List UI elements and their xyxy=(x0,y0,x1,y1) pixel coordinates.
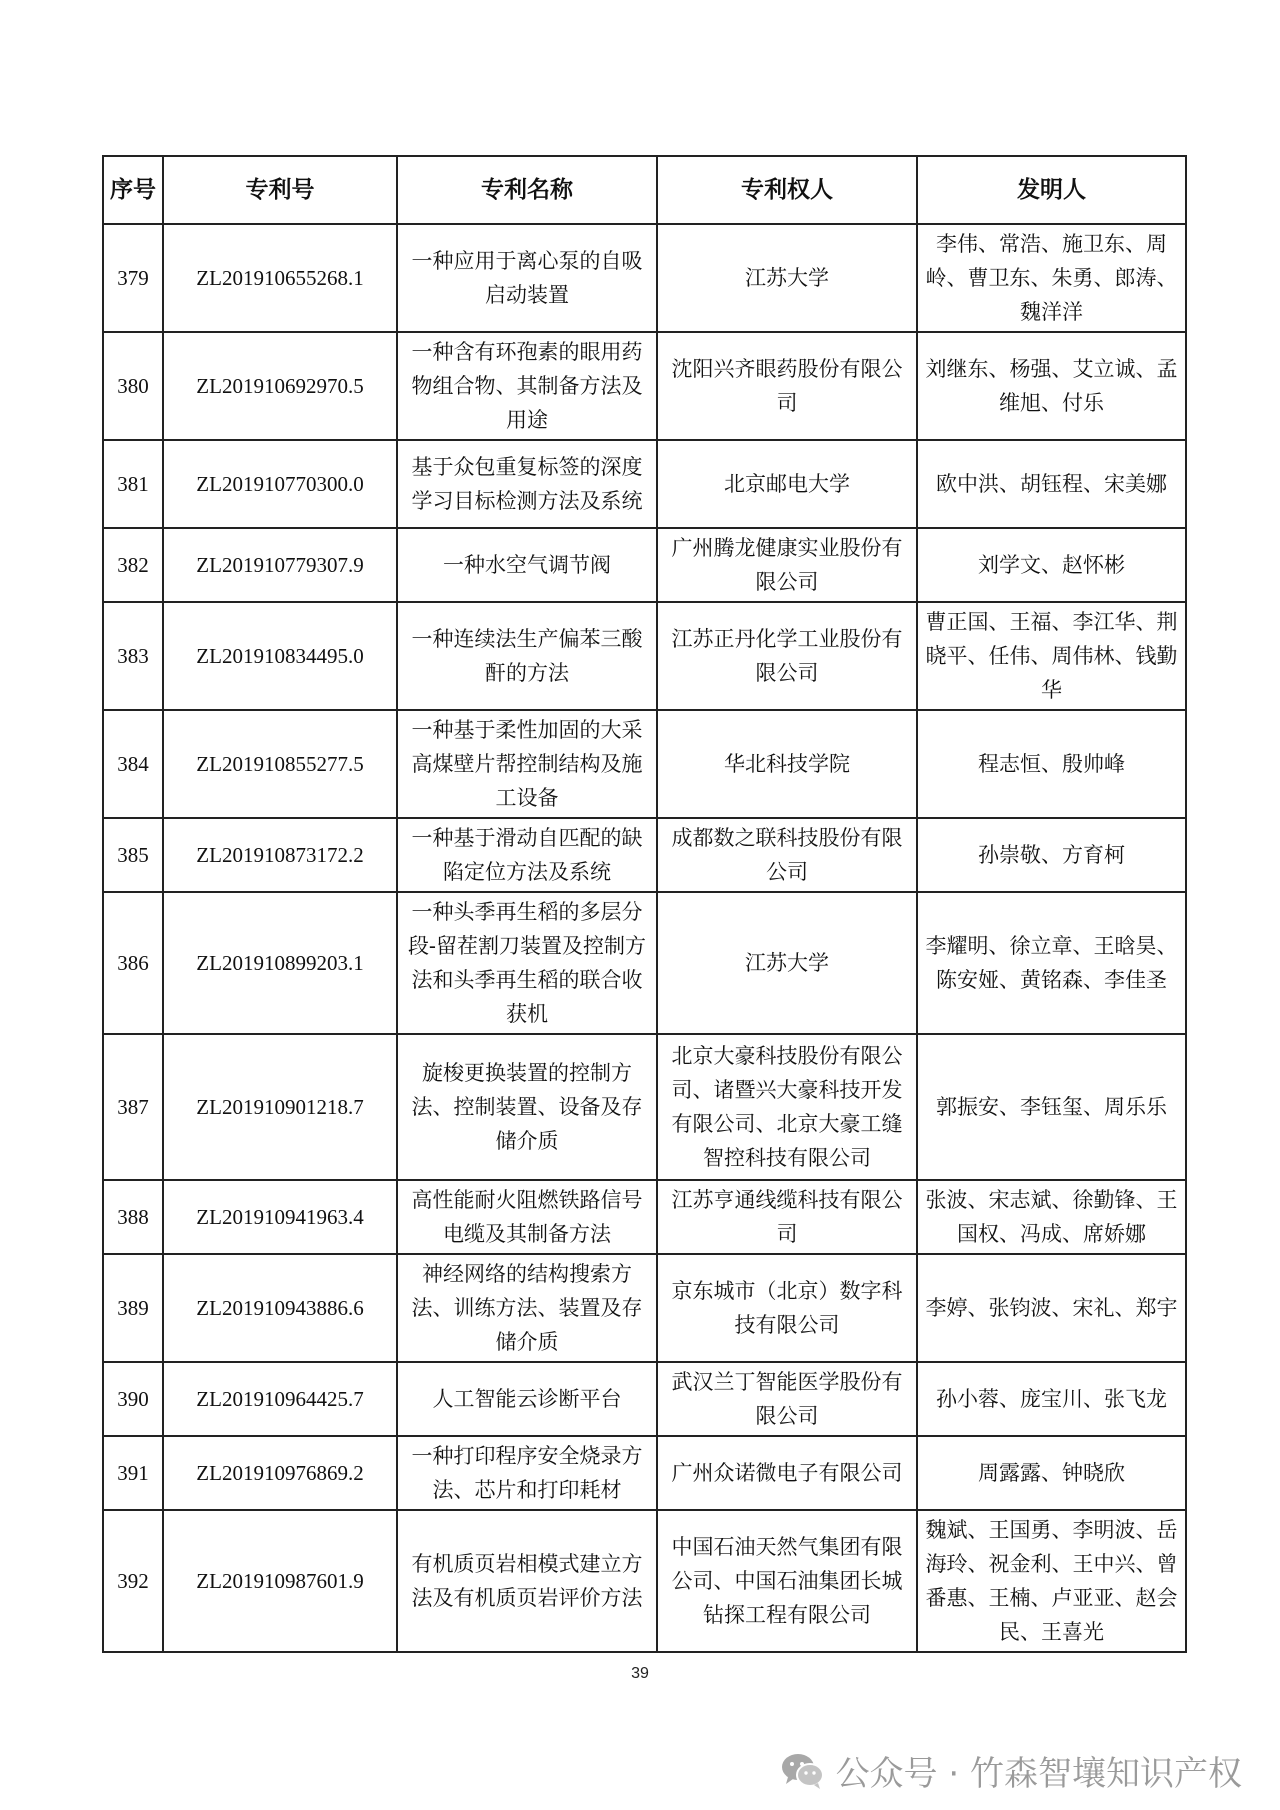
patent-number: ZL201910899203.1 xyxy=(163,892,397,1034)
patent-title: 一种连续法生产偏苯三酸酐的方法 xyxy=(397,602,657,710)
table-body xyxy=(103,224,1186,1652)
patent-owner: 华北科技学院 xyxy=(657,710,917,818)
row-number: 382 xyxy=(103,528,163,602)
inventors: 刘继东、杨强、艾立诚、孟维旭、付乐 xyxy=(917,332,1186,440)
patent-title: 神经网络的结构搜索方法、训练方法、装置及存储介质 xyxy=(397,1254,657,1362)
table-row xyxy=(103,1180,1186,1254)
inventors: 程志恒、殷帅峰 xyxy=(917,710,1186,818)
table-row xyxy=(103,818,1186,892)
patent-number: ZL201910987601.9 xyxy=(163,1510,397,1652)
row-number: 391 xyxy=(103,1436,163,1510)
patent-owner: 武汉兰丁智能医学股份有限公司 xyxy=(657,1362,917,1436)
table-row xyxy=(103,602,1186,710)
header-patent-owner: 专利权人 xyxy=(657,156,917,224)
page-number: 39 xyxy=(631,1665,649,1682)
patent-owner: 广州腾龙健康实业股份有限公司 xyxy=(657,528,917,602)
patent-owner: 京东城市（北京）数字科技有限公司 xyxy=(657,1254,917,1362)
patent-title: 一种基于柔性加固的大采高煤壁片帮控制结构及施工设备 xyxy=(397,710,657,818)
patent-owner: 江苏大学 xyxy=(657,224,917,332)
table-row xyxy=(103,1362,1186,1436)
patent-title: 一种头季再生稻的多层分段-留茬割刀装置及控制方法和头季再生稻的联合收获机 xyxy=(397,892,657,1034)
patent-title: 一种基于滑动自匹配的缺陷定位方法及系统 xyxy=(397,818,657,892)
inventors: 张波、宋志斌、徐勤锋、王国权、冯成、席娇娜 xyxy=(917,1180,1186,1254)
row-number: 379 xyxy=(103,224,163,332)
patent-number: ZL201910855277.5 xyxy=(163,710,397,818)
header-patent-number: 专利号 xyxy=(163,156,397,224)
patent-number: ZL201910941963.4 xyxy=(163,1180,397,1254)
patent-number: ZL201910834495.0 xyxy=(163,602,397,710)
table-row xyxy=(103,1254,1186,1362)
patent-owner: 江苏大学 xyxy=(657,892,917,1034)
inventors: 李婷、张钧波、宋礼、郑宇 xyxy=(917,1254,1186,1362)
inventors: 曹正国、王福、李江华、荆晓平、任伟、周伟林、钱勤华 xyxy=(917,602,1186,710)
patent-number: ZL201910943886.6 xyxy=(163,1254,397,1362)
table-row xyxy=(103,440,1186,528)
patent-number: ZL201910779307.9 xyxy=(163,528,397,602)
patent-owner: 沈阳兴齐眼药股份有限公司 xyxy=(657,332,917,440)
header-row xyxy=(103,156,1186,224)
patent-owner: 北京大豪科技股份有限公司、诸暨兴大豪科技开发有限公司、北京大豪工缝智控科技有限公司 xyxy=(657,1034,917,1180)
patent-title: 一种水空气调节阀 xyxy=(397,528,657,602)
patent-number: ZL201910976869.2 xyxy=(163,1436,397,1510)
table-row xyxy=(103,710,1186,818)
inventors: 刘学文、赵怀彬 xyxy=(917,528,1186,602)
row-number: 389 xyxy=(103,1254,163,1362)
header-no: 序号 xyxy=(103,156,163,224)
patent-title: 基于众包重复标签的深度学习目标检测方法及系统 xyxy=(397,440,657,528)
table-row xyxy=(103,1034,1186,1180)
patent-owner: 江苏正丹化学工业股份有限公司 xyxy=(657,602,917,710)
patent-owner: 广州众诺微电子有限公司 xyxy=(657,1436,917,1510)
table-row xyxy=(103,224,1186,332)
inventors: 孙小蓉、庞宝川、张飞龙 xyxy=(917,1362,1186,1436)
patent-number: ZL201910692970.5 xyxy=(163,332,397,440)
patent-title: 高性能耐火阻燃铁路信号电缆及其制备方法 xyxy=(397,1180,657,1254)
table-row xyxy=(103,1510,1186,1652)
inventors: 李伟、常浩、施卫东、周岭、曹卫东、朱勇、郎涛、魏洋洋 xyxy=(917,224,1186,332)
patent-table xyxy=(102,155,1187,1653)
patent-title: 人工智能云诊断平台 xyxy=(397,1362,657,1436)
watermark xyxy=(780,1746,1242,1795)
table-row xyxy=(103,332,1186,440)
patent-title: 一种应用于离心泵的自吸启动装置 xyxy=(397,224,657,332)
inventors: 郭振安、李钰玺、周乐乐 xyxy=(917,1034,1186,1180)
patent-number: ZL201910770300.0 xyxy=(163,440,397,528)
patent-number: ZL201910655268.1 xyxy=(163,224,397,332)
patent-title: 一种含有环孢素的眼用药物组合物、其制备方法及用途 xyxy=(397,332,657,440)
patent-title: 旋梭更换装置的控制方法、控制装置、设备及存储介质 xyxy=(397,1034,657,1180)
table-row xyxy=(103,528,1186,602)
row-number: 385 xyxy=(103,818,163,892)
patent-number: ZL201910873172.2 xyxy=(163,818,397,892)
patent-title: 有机质页岩相模式建立方法及有机质页岩评价方法 xyxy=(397,1510,657,1652)
inventors: 周露露、钟晓欣 xyxy=(917,1436,1186,1510)
inventors: 欧中洪、胡钰程、宋美娜 xyxy=(917,440,1186,528)
row-number: 380 xyxy=(103,332,163,440)
patent-owner: 江苏亨通线缆科技有限公司 xyxy=(657,1180,917,1254)
header-patent-title: 专利名称 xyxy=(397,156,657,224)
watermark-text: 公众号 · 竹森智壤知识产权 xyxy=(835,1754,1242,1794)
row-number: 390 xyxy=(103,1362,163,1436)
patent-title: 一种打印程序安全烧录方法、芯片和打印耗材 xyxy=(397,1436,657,1510)
patent-owner: 北京邮电大学 xyxy=(657,440,917,528)
wechat-icon xyxy=(780,1751,826,1791)
inventors: 李耀明、徐立章、王晗昊、陈安娅、黄铭森、李佳圣 xyxy=(917,892,1186,1034)
row-number: 387 xyxy=(103,1034,163,1180)
row-number: 386 xyxy=(103,892,163,1034)
table-row xyxy=(103,892,1186,1034)
row-number: 388 xyxy=(103,1180,163,1254)
row-number: 383 xyxy=(103,602,163,710)
patent-owner: 中国石油天然气集团有限公司、中国石油集团长城钻探工程有限公司 xyxy=(657,1510,917,1652)
header-inventors: 发明人 xyxy=(917,156,1186,224)
patent-owner: 成都数之联科技股份有限公司 xyxy=(657,818,917,892)
patent-number: ZL201910901218.7 xyxy=(163,1034,397,1180)
row-number: 381 xyxy=(103,440,163,528)
patent-number: ZL201910964425.7 xyxy=(163,1362,397,1436)
table-row xyxy=(103,1436,1186,1510)
table-header xyxy=(103,156,1186,224)
row-number: 384 xyxy=(103,710,163,818)
inventors: 孙崇敬、方育柯 xyxy=(917,818,1186,892)
inventors: 魏斌、王国勇、李明波、岳海玲、祝金利、王中兴、曾番惠、王楠、卢亚亚、赵会民、王喜光 xyxy=(917,1510,1186,1652)
row-number: 392 xyxy=(103,1510,163,1652)
